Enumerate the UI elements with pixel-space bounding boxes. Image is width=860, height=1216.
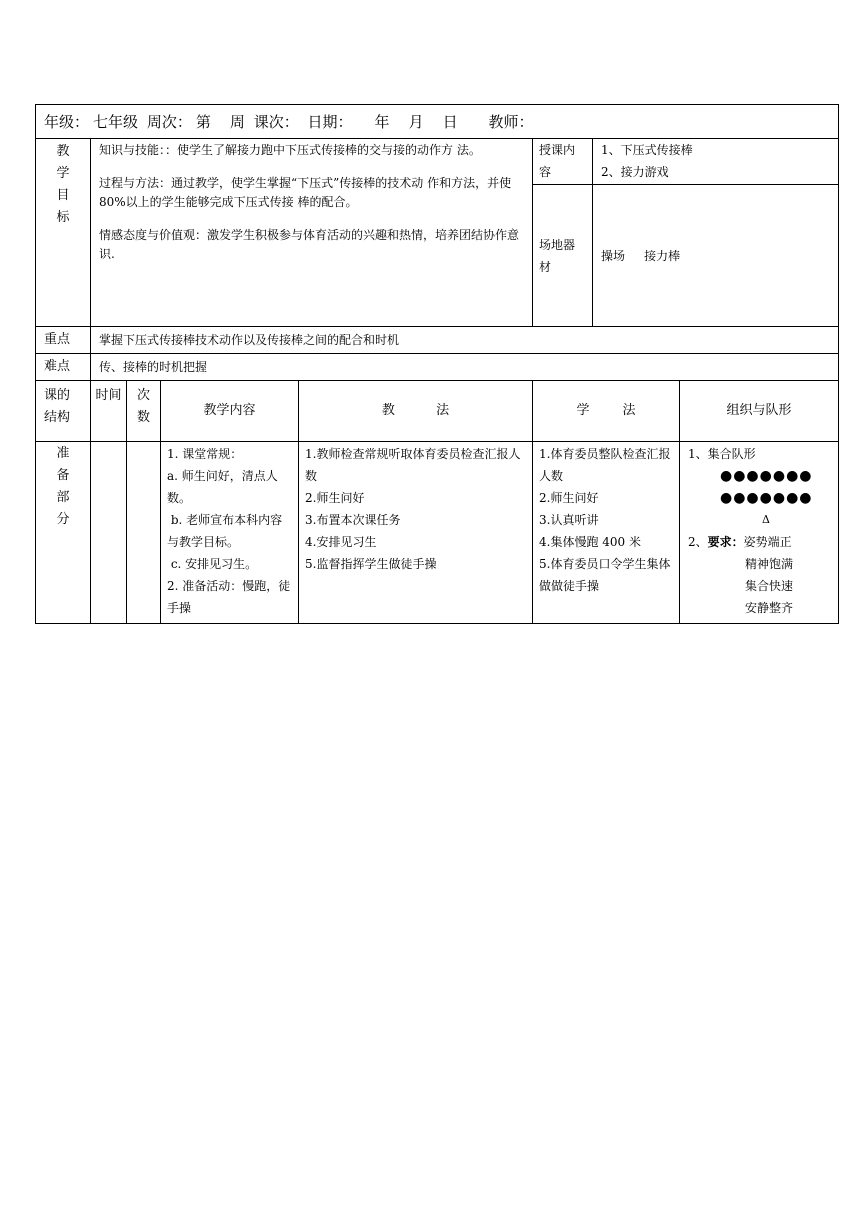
date-label: 日期： xyxy=(307,112,353,131)
objective-emotion: 情感态度与价值观：激发学生积极参与体育活动的兴趣和热情，培养团结协作意识. xyxy=(99,228,520,261)
key-point-row xyxy=(36,327,839,354)
key-point-label: 重点 xyxy=(36,327,91,354)
col-count: 次数 xyxy=(127,381,161,442)
teacher-label: 教师： xyxy=(488,112,534,131)
content-line: b. 老师宣布本科内容与教学目标。 xyxy=(167,513,283,549)
teach-line: 1.教师检查常规听取体育委员检查汇报人数 xyxy=(305,447,521,483)
prep-org-cell xyxy=(680,442,839,624)
difficulty-row xyxy=(36,354,839,381)
learn-line: 5.体育委员口令学生集体做做徒手操 xyxy=(539,557,671,593)
learn-line: 3.认真听讲 xyxy=(539,513,599,527)
org-item-2 xyxy=(688,531,834,553)
date-value: 年 月 日 xyxy=(374,112,458,131)
header-row xyxy=(36,105,839,139)
learn-line: 1.体育委员整队检查汇报人数 xyxy=(539,447,671,483)
lesson-label: 课次： xyxy=(253,112,299,131)
difficulty-value: 传、接棒的时机把握 xyxy=(91,354,839,381)
learn-line: 4.集体慢跑 400 米 xyxy=(539,535,641,549)
content-line: 2. 准备活动：慢跑，徒手操 xyxy=(167,579,291,615)
content-item: 2、接力游戏 xyxy=(601,165,669,179)
requirement-line: 精神饱满 xyxy=(745,557,794,571)
lesson-plan-table xyxy=(35,104,839,624)
objectives-cell xyxy=(91,139,533,327)
teach-line: 4.安排见习生 xyxy=(305,535,377,549)
org-item-1: 1、集合队形 xyxy=(688,447,756,461)
col-structure: 课的结构 xyxy=(36,381,91,442)
content-item: 1、下压式传接棒 xyxy=(601,143,693,157)
objectives-label: 教学目标 xyxy=(36,139,91,327)
content-line: a. 师生问好，清点人数。 xyxy=(167,469,278,505)
prep-learn-cell xyxy=(533,442,680,624)
learn-line: 2.师生问好 xyxy=(539,491,599,505)
col-time: 时间 xyxy=(91,381,127,442)
prep-count-cell xyxy=(127,442,161,624)
requirement-line: 姿势端正 xyxy=(743,535,792,549)
formation-row-2: ●●●●●●● xyxy=(720,490,813,506)
lesson-plan-sheet xyxy=(35,104,838,624)
header-cell xyxy=(36,105,839,139)
venue-value: 操场 接力棒 xyxy=(593,185,839,327)
key-point-value: 掌握下压式传接棒技术动作以及传接棒之间的配合和时机 xyxy=(91,327,839,354)
grade-label: 年级： xyxy=(44,112,90,131)
prep-time-cell xyxy=(91,442,127,624)
teach-line: 5.监督指挥学生做徒手操 xyxy=(305,557,437,571)
content-box-items xyxy=(593,139,839,185)
objective-process: 过程与方法：通过教学，使学生掌握“下压式”传接棒的技术动 作和方法，并使 80%以上的学生能够完成下压式传接 棒的配合。 xyxy=(99,176,512,209)
grade-value: 七年级 xyxy=(93,112,139,131)
objectives-row xyxy=(36,139,839,185)
requirement-label: 要求： xyxy=(707,535,744,549)
col-learn: 学 法 xyxy=(533,381,680,442)
col-content: 教学内容 xyxy=(161,381,299,442)
teach-line: 2.师生问好 xyxy=(305,491,365,505)
content-line: c. 安排见习生。 xyxy=(167,557,258,571)
column-header-row xyxy=(36,381,839,442)
requirement-line: 集合快速 xyxy=(745,579,794,593)
col-org: 组织与队形 xyxy=(680,381,839,442)
prep-label: 准备部分 xyxy=(36,442,91,624)
venue-label: 场地器材 xyxy=(533,185,593,327)
prep-row xyxy=(36,442,839,624)
week-value: 第 周 xyxy=(195,112,245,131)
prep-teach-cell xyxy=(299,442,533,624)
week-label: 周次： xyxy=(146,112,192,131)
content-line: 1. 课堂常规： xyxy=(167,447,243,461)
formation-row-1: ●●●●●●● xyxy=(720,468,813,484)
col-teach: 教 法 xyxy=(299,381,533,442)
prep-content-cell xyxy=(161,442,299,624)
teach-line: 3.布置本次课任务 xyxy=(305,513,401,527)
content-box-label: 授课内容 xyxy=(533,139,593,185)
difficulty-label: 难点 xyxy=(36,354,91,381)
requirement-line: 安静整齐 xyxy=(745,601,794,615)
teacher-position-mark: Δ xyxy=(762,513,770,526)
org-item-2-prefix: 2、 xyxy=(688,535,708,549)
objective-knowledge: 知识与技能：：使学生了解接力跑中下压式传接棒的交与接的动作方 法。 xyxy=(99,143,481,157)
